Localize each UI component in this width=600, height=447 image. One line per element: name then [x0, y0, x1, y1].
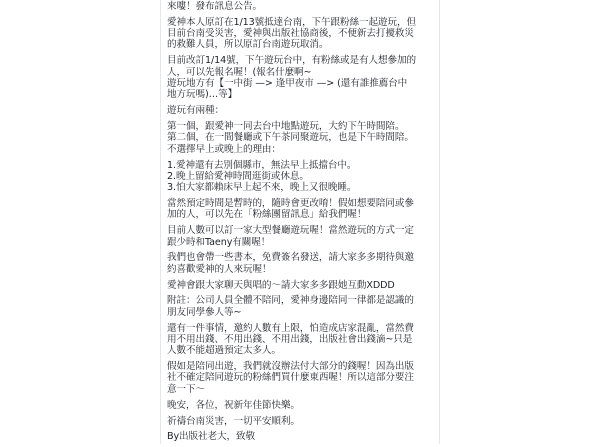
- post-text-line: 來嘍！發布訊息公告。: [167, 1, 262, 12]
- post-text-line: 晚安，各位，祝新年佳節快樂。: [167, 399, 300, 411]
- post-text-line: 還有一件事情，邀約人數有上限，怕造成店家混亂，當然費: [167, 322, 414, 334]
- post-text-line: 約喜歡愛神的人來玩喔！: [167, 263, 272, 275]
- post-signature: By出版社老大，致敬: [167, 431, 256, 443]
- post-text-line: 加的人，可以先在「粉絲團留訊息」給我們喔！: [167, 209, 367, 221]
- post-text-line: 遊玩有兩種：: [167, 105, 224, 117]
- post-text-line: 第一個，跟愛神一同去台中地點遊玩，大約下午時間陪。: [167, 121, 405, 133]
- post-text-line: 人數不能超過預定太多人。: [167, 345, 281, 357]
- post-text-line: 假如是陪同出遊，我們就沒辦法付大部分的錢喔！因為出版: [167, 361, 414, 373]
- post-paragraph: [167, 121, 439, 155]
- post-paragraph: [167, 280, 439, 291]
- post-text-line: 朋友同學參人等~: [167, 306, 242, 318]
- post-text-line: 3.怕大家都賴床早上起不來，晚上又很晚睡。: [167, 182, 357, 194]
- post-text-line: 意一下～: [167, 383, 205, 395]
- post-paragraph: [167, 252, 439, 275]
- post-text-line: 目前台南受災害，愛神與出版社協商後，不便新去打擾救災: [167, 28, 414, 40]
- post-text-line: 遊玩地方有【一中街 —> 逢甲夜市 —> (還有誰推薦台中: [167, 77, 408, 89]
- post-text-line: 社不確定陪同遊玩的粉絲們買什麼東西喔！所以這部分要注: [167, 372, 414, 384]
- post-text-line: 愛神會跟大家聊天與唱的～請大家多多跟她互動XDDD: [167, 279, 395, 291]
- post-text-line: 第二個，在一間餐廳或下午茶同聚遊玩，也是下午時間陪。: [167, 132, 414, 144]
- post-text-line: 不選擇早上或晚上的理由：: [167, 143, 281, 155]
- post-paragraph: [167, 105, 439, 116]
- post-paragraph: [167, 17, 439, 51]
- post-text-line: 地方玩嗎)…等】: [167, 89, 238, 101]
- post-paragraph: [167, 361, 439, 395]
- post-paragraph: [167, 198, 439, 221]
- post-text-line: 愛神本人原訂在1/13號抵達台南，下午跟粉絲一起遊玩，但: [167, 16, 416, 28]
- post-paragraph: [167, 295, 439, 318]
- post-text-line: 跟少時和Taeny有關喔！: [167, 236, 271, 248]
- post-body: [167, 1, 439, 447]
- post-text-line: 2.晚上留給愛神時間逛街或休息。: [167, 170, 309, 182]
- post-paragraph: [167, 55, 439, 100]
- post-text-line: 用不用出錢、不用出錢、不用出錢，出版社會出錢滴~只是: [167, 333, 413, 345]
- post-text-line: 的救難人員，所以原訂台南遊玩取消。: [167, 39, 329, 51]
- post-paragraph: [167, 160, 439, 194]
- post-text-line: 1.愛神還有去別個縣市，無法早上抵擋台中。: [167, 159, 357, 171]
- post-text-line: 附註：公司人員全體不陪同，愛神身邊陪同一律都是認識的: [167, 295, 414, 307]
- post-text-line: 人，可以先報名喔！(報名什麼啊~: [167, 66, 312, 78]
- post-text-line: 我們也會帶一些書本，免費簽名發送，請大家多多期待與邀: [167, 252, 414, 264]
- post-paragraph: [167, 1, 439, 12]
- post-text-line: 祈禱台南災害，一切平安順利。: [167, 415, 300, 427]
- post-paragraph: [167, 416, 439, 427]
- post-paragraph: [167, 400, 439, 411]
- post-paragraph: [167, 225, 439, 248]
- post-text-line: 當然預定時間是暫時的，隨時會更改唷！假如想要陪同或參: [167, 198, 414, 210]
- post-paragraph: [167, 323, 439, 357]
- post-text-line: 目前人數可以訂一家大型餐廳遊玩喔！當然遊玩的方式一定: [167, 225, 414, 237]
- post-text-line: 目前改訂1/14號，下午遊玩台中，有粉絲或是有人想參加的: [167, 55, 416, 67]
